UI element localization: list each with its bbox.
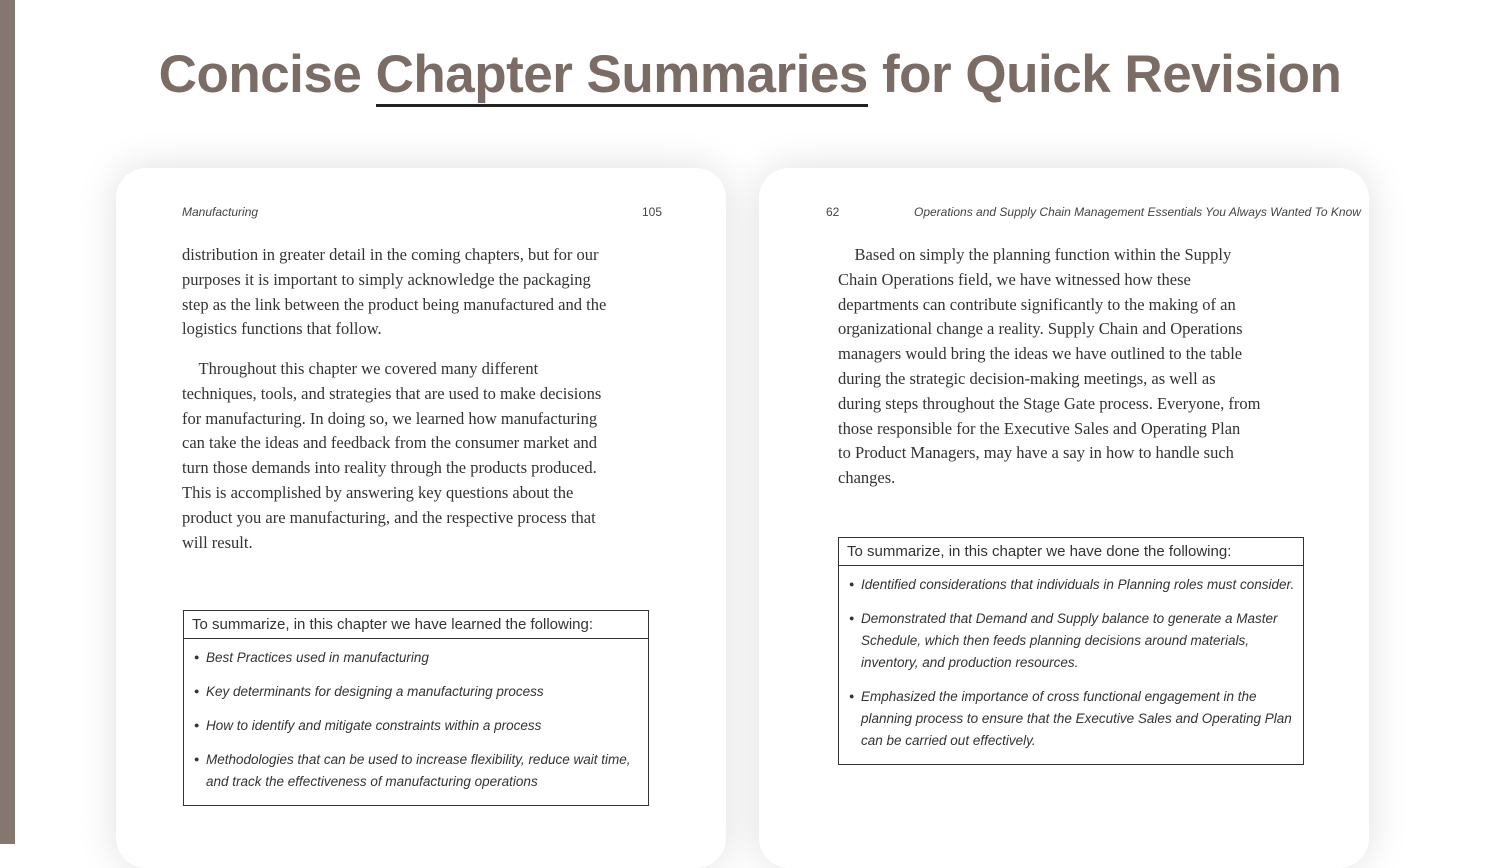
page-title: Concise Chapter Summaries for Quick Revision: [0, 44, 1500, 105]
text-line: changes.: [838, 468, 896, 488]
text-line: turn those demands into reality through the products produced.: [182, 458, 597, 478]
text-line: organizational change a reality. Supply Chain and Operations: [838, 319, 1243, 339]
text-line: to Product Managers, may have a say in how to handle such: [838, 443, 1234, 463]
paragraph: [182, 243, 606, 342]
summary-item: ● Methodologies that can be used to increase flexibility, reduce wait time, and track the effectiveness of manufacturing operations: [194, 749, 640, 793]
left-book-page: [116, 168, 726, 868]
text-line: can take the ideas and feedback from the consumer market and: [182, 433, 598, 453]
text-line: those responsible for the Executive Sales and Operating Plan: [838, 418, 1241, 438]
text-line: Chain Operations field, we have witnessed how these: [838, 269, 1191, 289]
text-line: step as the link between the product being manufactured and the: [182, 294, 607, 314]
text-line: during the strategic decision-making meetings, as well as: [838, 368, 1216, 388]
text-line: Throughout this chapter we covered many different: [182, 359, 539, 378]
text-line: This is accomplished by answering key questions about the: [182, 482, 574, 502]
text-line: product you are manufacturing, and the respective process that: [182, 507, 596, 527]
summary-heading: To summarize, in this chapter we have done the following:: [839, 538, 1303, 566]
text-line: distribution in greater detail in the coming chapters, but for our: [182, 245, 599, 264]
text-line: departments can contribute significantly to the making of an: [838, 294, 1236, 314]
summary-box: [838, 537, 1304, 765]
paragraph: [838, 243, 1260, 491]
page-number: 62: [826, 205, 840, 219]
text-line: Based on simply the planning function within the Supply: [838, 245, 1232, 264]
summary-item: ● Best Practices used in manufacturing: [194, 647, 640, 669]
summary-item: ● How to identify and mitigate constraints within a process: [194, 715, 640, 737]
summary-heading: To summarize, in this chapter we have learned the following:: [184, 611, 648, 639]
summary-item: ● Key determinants for designing a manufacturing process: [194, 681, 640, 703]
right-book-page: [759, 168, 1369, 868]
text-line: logistics functions that follow.: [182, 319, 382, 339]
running-header: Operations and Supply Chain Management Essentials You Always Wanted To Know: [914, 205, 1361, 219]
paragraph: [182, 357, 601, 555]
summary-box: [183, 610, 649, 806]
text-line: during steps throughout the Stage Gate process. Everyone, from: [838, 393, 1261, 413]
page-number: 105: [642, 205, 663, 219]
text-line: for manufacturing. In doing so, we learned how manufacturing: [182, 408, 598, 428]
text-line: will result.: [182, 532, 253, 552]
title-underlined: Chapter Summaries: [376, 45, 868, 107]
running-header: Manufacturing: [182, 205, 259, 219]
summary-item: ● Demonstrated that Demand and Supply balance to generate a Master Schedule, which then feeds planning decisions around materials, inventory, and production resources.: [849, 608, 1295, 674]
text-line: purposes it is important to simply acknowledge the packaging: [182, 269, 591, 289]
accent-bar: [0, 0, 15, 844]
text-line: managers would bring the ideas we have outlined to the table: [838, 344, 1243, 364]
text-line: techniques, tools, and strategies that are used to make decisions: [182, 383, 602, 403]
summary-item: ● Emphasized the importance of cross functional engagement in the planning process to ensure that the Executive Sales and Operating Plan can be carried out effectively.: [849, 686, 1295, 752]
summary-item: ● Identified considerations that individuals in Planning roles must consider.: [849, 574, 1295, 596]
